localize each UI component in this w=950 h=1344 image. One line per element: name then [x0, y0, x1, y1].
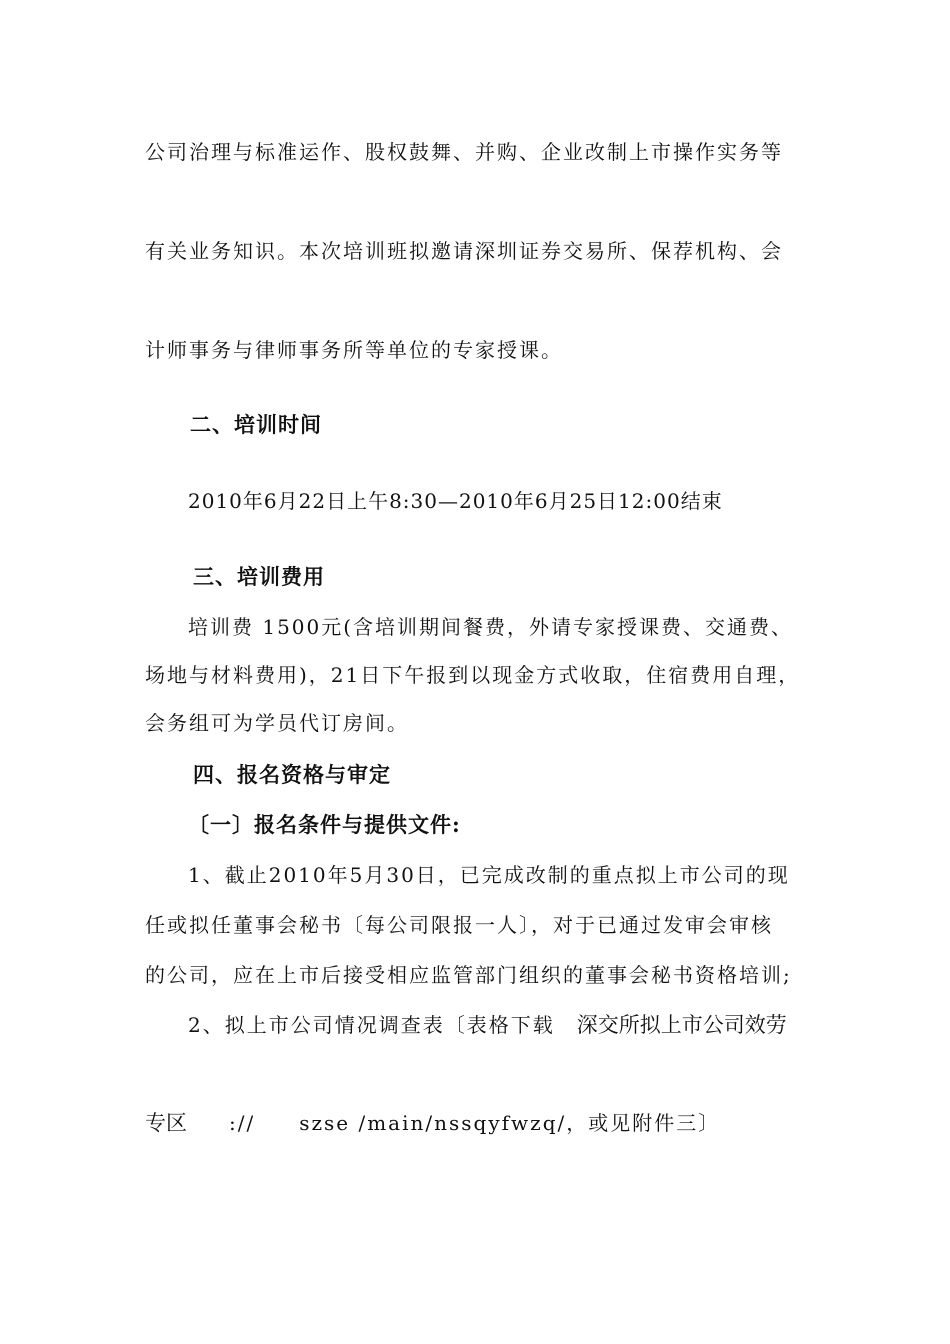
paragraph-line: 会务组可为学员代订房间。	[145, 711, 409, 735]
paragraph-line: 公司治理与标准运作、股权鼓舞、并购、企业改制上市操作实务等	[145, 140, 783, 164]
list-item-line: 的公司，应在上市后接受相应监管部门组织的董事会秘书资格培训;	[145, 963, 792, 987]
section-heading-training-time: 二、培训时间	[190, 412, 322, 437]
link-text: 深交所拟上市公司效劳	[576, 1013, 787, 1037]
list-item-line: 任或拟任董事会秘书〔每公司限报一人〕，对于已通过发审会审核	[145, 913, 773, 937]
url-fragment: ://	[229, 1111, 256, 1135]
paragraph-line: 场地与材料费用)，21日下午报到以现金方式收取，住宿费用自理，	[145, 663, 801, 687]
section-heading-registration: 四、报名资格与审定	[193, 762, 391, 787]
list-item-text: 2、拟上市公司情况调查表〔表格下载	[188, 1013, 555, 1037]
paragraph-line: 计师事务与律师事务所等单位的专家授课。	[145, 338, 563, 362]
subheading-conditions: 〔一〕报名条件与提供文件:	[188, 812, 461, 837]
paragraph-line: 有关业务知识。本次培训班拟邀请深圳证券交易所、保荐机构、会	[145, 239, 783, 263]
training-time-text: 2010年6月22日上午8:30—2010年6月25日12:00结束	[188, 489, 723, 513]
url-fragment: szse /main/nssqyfwzq/，或见附件三〕	[299, 1111, 721, 1135]
paragraph-line: 培训费 1500元(含培训期间餐费，外请专家授课费、交通费、	[188, 615, 794, 639]
list-item-line	[188, 1012, 787, 1038]
section-heading-training-fee: 三、培训费用	[193, 564, 325, 589]
list-item-line	[145, 1110, 720, 1136]
list-item-line: 1、截止2010年5月30日，已完成改制的重点拟上市公司的现	[188, 863, 790, 887]
link-text: 专区	[145, 1111, 187, 1135]
